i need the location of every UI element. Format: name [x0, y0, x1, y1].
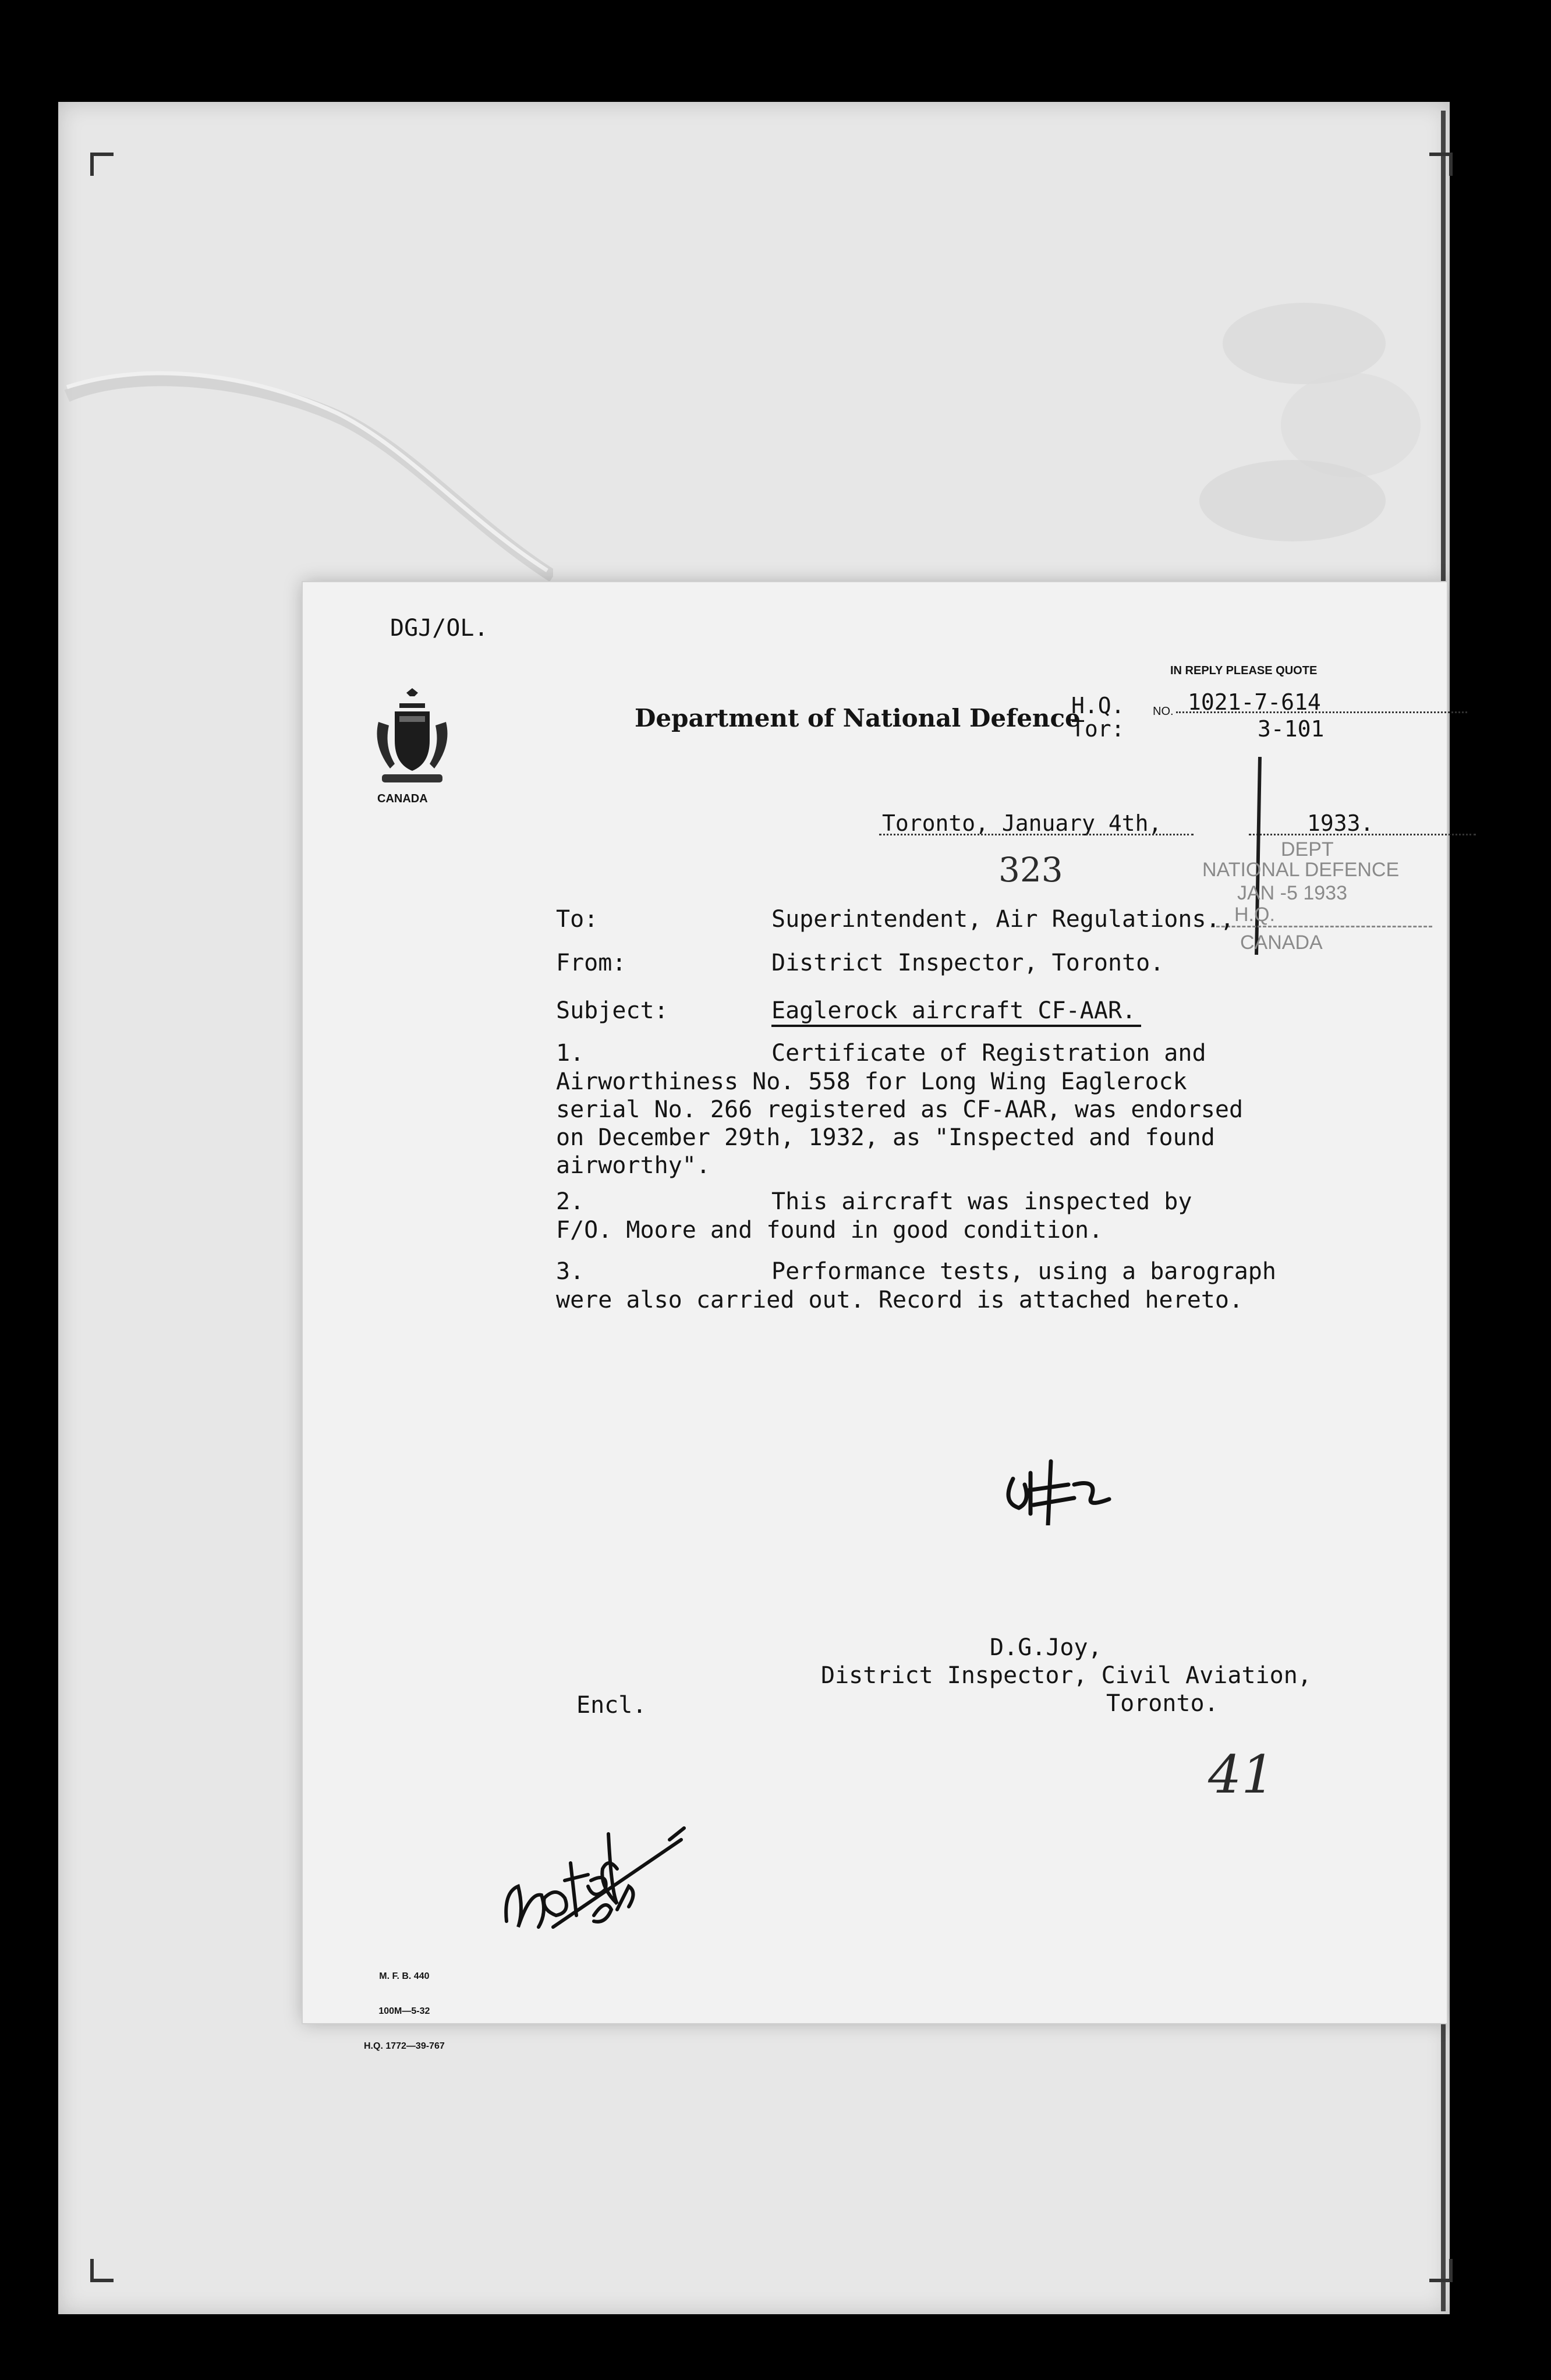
- tor-file-number: 3-101: [1258, 716, 1325, 742]
- paragraph-number: 3.: [556, 1258, 585, 1285]
- form-code-line: 100M—5-32: [378, 2006, 430, 2016]
- paragraph-first-line: This aircraft was inspected by: [771, 1188, 1192, 1215]
- signatory-title: District Inspector, Civil Aviation,: [821, 1662, 1312, 1689]
- letter-date: Toronto, January 4th,: [882, 810, 1162, 836]
- paragraph-line: serial No. 266 registered as CF-AAR, was endorsed: [556, 1096, 1244, 1123]
- coat-of-arms-icon: [371, 687, 453, 792]
- letter-sheet: [303, 582, 1447, 2051]
- crop-mark-top-right: [1429, 153, 1453, 176]
- handwritten-initials-mark: [1001, 1455, 1141, 1525]
- enclosure-label: Encl.: [576, 1692, 647, 1719]
- handwritten-page-number: 41: [1208, 1744, 1275, 1805]
- crest-label: CANADA: [377, 792, 428, 805]
- form-code-line: H.Q. 1772—39-767: [364, 2041, 445, 2051]
- crop-mark-bottom-right: [1429, 2259, 1453, 2282]
- received-stamp-line3: H.Q.: [1234, 904, 1275, 926]
- film-stain-right: [1188, 279, 1432, 582]
- paragraph-number: 2.: [556, 1188, 585, 1215]
- subject-value: Eaglerock aircraft CF-AAR.: [771, 997, 1136, 1024]
- hq-file-number: 1021-7-614: [1188, 689, 1321, 715]
- paragraph-line: Airworthiness No. 558 for Long Wing Eaglerock: [556, 1068, 1187, 1095]
- file-reference: DGJ/OL.: [390, 615, 488, 642]
- crop-mark-bottom-left: [90, 2259, 114, 2282]
- paragraph-number: 1.: [556, 1040, 585, 1067]
- hq-number-line: [1176, 711, 1467, 713]
- crop-mark-top-left: [90, 153, 114, 176]
- letter-year: 1933.: [1307, 810, 1374, 836]
- to-value: Superintendent, Air Regulations.,: [771, 906, 1234, 933]
- to-label: To:: [556, 906, 599, 933]
- reply-quote-label: IN REPLY PLEASE QUOTE: [1170, 664, 1318, 677]
- from-label: From:: [556, 950, 626, 976]
- received-stamp-rule: [1211, 926, 1432, 927]
- hq-label: H.Q.: [1071, 693, 1125, 718]
- no-label: NO.: [1153, 705, 1174, 718]
- canada-crest: [371, 687, 453, 792]
- form-code-line: M. F. B. 440: [379, 1971, 430, 1981]
- received-stamp-line4: CANADA: [1240, 932, 1323, 954]
- subject-underline: [771, 1025, 1141, 1027]
- film-stain-left: [64, 332, 553, 588]
- received-stamp-date: JAN -5 1933: [1237, 882, 1347, 904]
- paragraph-first-line: Certificate of Registration and: [771, 1040, 1206, 1067]
- paragraph-line: F/O. Moore and found in good condition.: [556, 1217, 1103, 1244]
- department-heading: Department of National Defence: [635, 704, 1081, 732]
- received-stamp-line2: NATIONAL DEFENCE: [1202, 859, 1400, 881]
- received-stamp-line1: DEPT: [1281, 838, 1334, 860]
- tor-label: Tor:: [1071, 716, 1125, 742]
- handwritten-noted-annotation: [495, 1764, 704, 1950]
- signatory-name: D.G.Joy,: [990, 1634, 1102, 1661]
- received-stamp-number: 323: [998, 850, 1063, 890]
- paragraph-line: were also carried out. Record is attached hereto.: [556, 1287, 1244, 1313]
- date-line: [879, 834, 1194, 835]
- paragraph-line: on December 29th, 1932, as "Inspected and found: [556, 1124, 1215, 1151]
- signatory-city: Toronto.: [1106, 1690, 1219, 1717]
- form-code: [364, 1947, 445, 2076]
- paragraph-first-line: Performance tests, using a barograph: [771, 1258, 1276, 1285]
- from-value: District Inspector, Toronto.: [771, 950, 1164, 976]
- subject-label: Subject:: [556, 997, 668, 1024]
- paragraph-line: airworthy".: [556, 1152, 710, 1179]
